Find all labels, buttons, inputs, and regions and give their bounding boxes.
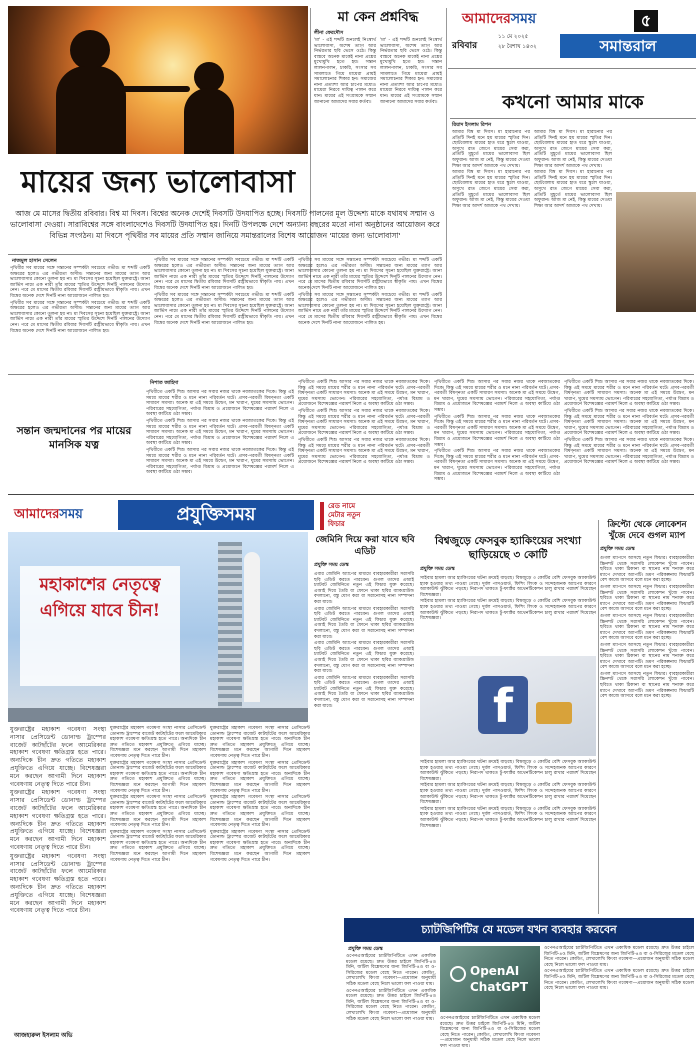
page-number: ৫ bbox=[634, 10, 658, 32]
openai-label: OpenAI bbox=[470, 964, 520, 978]
chatgpt-body-col2: ওপেনএআইয়ের চ্যাটজিপিটিতে এখন একাধিক মডেল রয়েছে। দ্রুত উত্তর চাইলে জিপিটি-৪ও মিনি, জটিল বিশ্লেষণের জন্য জিপিটি-৪ও বা ও-সিরিজের মডেল বেছে নিতে পারেন। কোডিং, লেখালেখি কিংবা গবেষণা—প্রয়োজন অনুযায়ী সঠিক মডেল বেছে নিলে ভালো ফল পাওয়া যায়। bbox=[440, 1016, 540, 1049]
article-body: 'মা' - এই শব্দটি শুনলেই নিঃস্বার্থ ভালোবাসা, অশেষ ত্যাগ আর নির্ভরতার ছবি ভেসে ওঠে। কিন্তু বাস্তবে অনেক মাকেই নানা প্রশ্নের মুখোমুখি হতে হয়। সন্তান লালনপালন, চাকরি, সংসার সব সামলাতে গিয়ে মায়েরা প্রায়ই সমালোচনার শিকার হন। সমাজের নানা প্রত্যাশা আর চাপের মধ্যেও মায়েরা নিরবে দায়িত্ব পালন করে যান। মায়ের এই সংগ্রামকে সম্মান জানানো আমাদের সবার কর্তব্য। bbox=[314, 38, 376, 105]
openai-logo-icon bbox=[450, 966, 466, 982]
tech-logo-amader: আমাদের bbox=[14, 507, 60, 522]
fb-headline: বিশ্বজুড়ে ফেসবুক হ্যাকিংয়ের সংখ্যা ছাড়িয়েছে ৩ কোটি bbox=[434, 535, 582, 561]
mother-silhouette bbox=[70, 30, 110, 70]
column-rule bbox=[598, 520, 599, 914]
promo-box[interactable] bbox=[320, 502, 426, 530]
tech-logo bbox=[14, 506, 83, 524]
logo-somoy: সময় bbox=[510, 11, 537, 27]
rocket-body-col3: যুক্তরাষ্ট্রের মহাকাশ গবেষণা সংস্থা নাসার প্রেসিডেন্ট ডোনাল্ড ট্রাম্পের বাজেট কাটছাঁটের ফলে আমেরিকার মহাকাশ গবেষণা ক্ষতিগ্রস্ত হতে পারে। অন্যদিকে চীন দ্রুত গতিতে মহাকাশ প্রযুক্তিতে এগিয়ে যাচ্ছে। বিশেষজ্ঞরা মনে করছেন আগামী দিনে মহাকাশ গবেষণায় নেতৃত্ব দিতে পারে চীন। যুক্তরাষ্ট্রের মহাকাশ গবেষণা সংস্থা নাসার প্রেসিডেন্ট ডোনাল্ড ট্রাম্পের বাজেট কাটছাঁটের ফলে আমেরিকার মহাকাশ গবেষণা ক্ষতিগ্রস্ত হতে পারে। অন্যদিকে চীন দ্রুত গতিতে মহাকাশ প্রযুক্তিতে এগিয়ে যাচ্ছে। বিশেষজ্ঞরা মনে করছেন আগামী দিনে মহাকাশ গবেষণায় নেতৃত্ব দিতে পারে চীন। যুক্তরাষ্ট্রের মহাকাশ গবেষণা সংস্থা নাসার প্রেসিডেন্ট ডোনাল্ড ট্রাম্পের বাজেট কাটছাঁটের ফলে আমেরিকার মহাকাশ গবেষণা ক্ষতিগ্রস্ত হতে পারে। অন্যদিকে চীন দ্রুত গতিতে মহাকাশ প্রযুক্তিতে এগিয়ে যাচ্ছে। বিশেষজ্ঞরা মনে করছেন আগামী দিনে মহাকাশ গবেষণায় নেতৃত্ব দিতে পারে চীন। যুক্তরাষ্ট্রের মহাকাশ গবেষণা সংস্থা নাসার প্রেসিডেন্ট ডোনাল্ড ট্রাম্পের বাজেট কাটছাঁটের ফলে আমেরিকার মহাকাশ গবেষণা ক্ষতিগ্রস্ত হতে পারে। অন্যদিকে চীন দ্রুত গতিতে মহাকাশ প্রযুক্তিতে এগিয়ে যাচ্ছে। বিশেষজ্ঞরা মনে করছেন আগামী দিনে মহাকাশ গবেষণায় নেতৃত্ব দিতে পারে চীন। bbox=[210, 726, 310, 863]
facebook-photo bbox=[420, 656, 596, 756]
maps-article bbox=[600, 520, 694, 914]
child-care-headline: সন্তান জন্মদানের পর মায়ের মানসিক যত্ন bbox=[16, 425, 132, 451]
main-intro: আজ মে মাসের দ্বিতীয় রবিবার। বিশ্ব মা দিবস। বিশ্বের অনেক দেশেই দিবসটি উদযাপিত হচ্ছে। দিবসটি পালনের মূল উদ্দেশ্য মাকে যথাযথ সম্মান ও ভালোবাসা দেওয়া। সারাবিশ্বের সঙ্গে বাংলাদেশেও দিবসটি উদযাপিত হয়। দিনটি উপলক্ষে দেশে অন্যান্য বছরের মতো নানা অনুষ্ঠানের আয়োজন করে বিভিন্ন সংগঠন। মা দিবসে পৃথিবীর সব মায়ের প্রতি সম্মান জানিয়ে সমান্তরালের বিশেষ আয়োজন 'মায়ের জন্য ভালোবাসা' bbox=[10, 209, 440, 240]
headline-rule bbox=[450, 118, 696, 119]
facebook-logo-icon: f bbox=[478, 676, 528, 734]
main-byline: নাজমুল হাসান সেলেন bbox=[12, 258, 57, 264]
chatgpt-band: চ্যাটজিপিটির যে মডেল যখন ব্যবহার করবেন bbox=[344, 918, 694, 942]
elder-mother-photo bbox=[616, 192, 696, 312]
section-rule bbox=[8, 374, 694, 375]
chatgpt-label: ChatGPT bbox=[470, 980, 529, 994]
rocket-headline-box bbox=[20, 566, 180, 686]
hero-photo bbox=[8, 6, 308, 154]
logo bbox=[462, 10, 622, 28]
facebook-article bbox=[420, 534, 596, 914]
chatgpt-body-col3: ওপেনএআইয়ের চ্যাটজিপিটিতে এখন একাধিক মডেল রয়েছে। দ্রুত উত্তর চাইলে জিপিটি-৪ও মিনি, জটিল বিশ্লেষণের জন্য জিপিটি-৪ও বা ও-সিরিজের মডেল বেছে নিতে পারেন। কোডিং, লেখালেখি কিংবা গবেষণা—প্রয়োজন অনুযায়ী সঠিক মডেল বেছে নিলে ভালো ফল পাওয়া যায়। ওপেনএআইয়ের চ্যাটজিপিটিতে এখন একাধিক মডেল রয়েছে। দ্রুত উত্তর চাইলে জিপিটি-৪ও মিনি, জটিল বিশ্লেষণের জন্য জিপিটি-৪ও বা ও-সিরিজের মডেল বেছে নিতে পারেন। কোডিং, লেখালেখি কিংবা গবেষণা—প্রয়োজন অনুযায়ী সঠিক মডেল বেছে নিলে ভালো ফল পাওয়া যায়। bbox=[544, 946, 694, 992]
maps-byline: প্রযুক্তি সময় ডেস্ক bbox=[600, 546, 635, 552]
main-headline: মায়ের জন্য ভালোবাসা bbox=[21, 165, 295, 200]
lock-icon bbox=[536, 702, 572, 724]
maps-headline: ক্রিপ্টো থেকে লোকেশন খুঁজে দেবে গুগল ম্যাপ bbox=[607, 520, 687, 541]
rocket-byline: আজহারুল ইসলাম অভি bbox=[14, 1032, 73, 1039]
intro-rule bbox=[8, 254, 442, 255]
gemini-body: এবার জেমিনি অ্যাপের মাধ্যমে ব্যবহারকারীরা সরাসরি ছবি এডিট করতে পারবেন। গুগল তাদের এআই চ্যাটবট জেমিনিতে নতুন এই ফিচার যুক্ত করেছে। এআই দিয়ে তৈরি বা ফোনে থাকা ছবির ব্যাকগ্রাউন্ড বদলানো, বস্তু যোগ করা বা সরানোসহ নানা সম্পাদনা করা যাবে। এবার জেমিনি অ্যাপের মাধ্যমে ব্যবহারকারীরা সরাসরি ছবি এডিট করতে পারবেন। গুগল তাদের এআই চ্যাটবট জেমিনিতে নতুন এই ফিচার যুক্ত করেছে। এআই দিয়ে তৈরি বা ফোনে থাকা ছবির ব্যাকগ্রাউন্ড বদলানো, বস্তু যোগ করা বা সরানোসহ নানা সম্পাদনা করা যাবে। এবার জেমিনি অ্যাপের মাধ্যমে ব্যবহারকারীরা সরাসরি ছবি এডিট করতে পারবেন। গুগল তাদের এআই চ্যাটবট জেমিনিতে নতুন এই ফিচার যুক্ত করেছে। এআই দিয়ে তৈরি বা ফোনে থাকা ছবির ব্যাকগ্রাউন্ড বদলানো, বস্তু যোগ করা বা সরানোসহ নানা সম্পাদনা করা যাবে। এবার জেমিনি অ্যাপের মাধ্যমে ব্যবহারকারীরা সরাসরি ছবি এডিট করতে পারবেন। গুগল তাদের এআই চ্যাটবট জেমিনিতে নতুন এই ফিচার যুক্ত করেছে। এআই দিয়ে তৈরি বা ফোনে থাকা ছবির ব্যাকগ্রাউন্ড বদলানো, বস্তু যোগ করা বা সরানোসহ নানা সম্পাদনা করা যাবে। bbox=[314, 572, 414, 709]
article-byline: লীনা ফেরদৌস bbox=[314, 30, 344, 36]
tech-title-band bbox=[118, 500, 314, 530]
main-body-col3: পৃথিবীর সব মায়ের সঙ্গে সন্তানের সম্পর্কটা সবচেয়ে গভীর। মা শব্দটি একটি অক্ষরের হলেও এর গভীরতা অসীম। সন্তানের জন্য মায়ের ত্যাগ আর ভালোবাসার কোনো তুলনা হয় না। মা দিবসের সূচনা হয়েছিল যুক্তরাষ্ট্রে। আনা জার্ভিস নামে এক নারী তাঁর মায়ের স্মৃতির উদ্দেশে দিনটি পালনের উদ্যোগ নেন। পরে মে মাসের দ্বিতীয় রবিবার দিবসটি রাষ্ট্রীয়ভাবে স্বীকৃতি পায়। এখন বিশ্বের অনেক দেশে দিনটি নানা আয়োজনে পালিত হয়। পৃথিবীর সব মায়ের সঙ্গে সন্তানের সম্পর্কটা সবচেয়ে গভীর। মা শব্দটি একটি অক্ষরের হলেও এর গভীরতা অসীম। সন্তানের জন্য মায়ের ত্যাগ আর ভালোবাসার কোনো তুলনা হয় না। মা দিবসের সূচনা হয়েছিল যুক্তরাষ্ট্রে। আনা জার্ভিস নামে এক নারী তাঁর মায়ের স্মৃতির উদ্দেশে দিনটি পালনের উদ্যোগ নেন। পরে মে মাসের দ্বিতীয় রবিবার দিবসটি রাষ্ট্রীয়ভাবে স্বীকৃতি পায়। এখন বিশ্বের অনেক দেশে দিনটি নানা আয়োজনে পালিত হয়। bbox=[298, 258, 442, 326]
date-bn: ২৮ বৈশাখ ১৪৩২ bbox=[498, 44, 537, 50]
gemini-byline: প্রযুক্তি সময় ডেস্ক bbox=[314, 562, 349, 568]
rocket-headline: মহাকাশের নেতৃত্বে এগিয়ে যাবে চীন! bbox=[39, 575, 161, 621]
masthead bbox=[448, 8, 696, 66]
openai-image bbox=[440, 946, 540, 1012]
gemini-headline: জেমিনি দিয়ে করা যাবে ছবি এডিট bbox=[315, 535, 415, 557]
child-care-body-col4: পৃথিবীতে একটি শিশু আসার পর সবার নজর থাকে নবজাতকের দিকে। কিন্তু এই সময়ে মায়ের শরীর ও মনে নানা পরিবর্তন ঘটে। প্রসব-পরবর্তী বিষণ্নতা একটি সাধারণ সমস্যা। অনেক মা এই সময়ে উদ্বেগ, মন খারাপ, ঘুমের সমস্যায় ভোগেন। পরিবারের সহযোগিতা, পর্যাপ্ত বিশ্রাম ও প্রয়োজনে বিশেষজ্ঞের পরামর্শ নিলে এ অবস্থা কাটিয়ে ওঠা সম্ভব। পৃথিবীতে একটি শিশু আসার পর সবার নজর থাকে নবজাতকের দিকে। কিন্তু এই সময়ে মায়ের শরীর ও মনে নানা পরিবর্তন ঘটে। প্রসব-পরবর্তী বিষণ্নতা একটি সাধারণ সমস্যা। অনেক মা এই সময়ে উদ্বেগ, মন খারাপ, ঘুমের সমস্যায় ভোগেন। পরিবারের সহযোগিতা, পর্যাপ্ত বিশ্রাম ও প্রয়োজনে বিশেষজ্ঞের পরামর্শ নিলে এ অবস্থা কাটিয়ে ওঠা সম্ভব। পৃথিবীতে একটি শিশু আসার পর সবার নজর থাকে নবজাতকের দিকে। কিন্তু এই সময়ে মায়ের শরীর ও মনে নানা পরিবর্তন ঘটে। প্রসব-পরবর্তী বিষণ্নতা একটি সাধারণ সমস্যা। অনেক মা এই সময়ে উদ্বেগ, মন খারাপ, ঘুমের সমস্যায় ভোগেন। পরিবারের সহযোগিতা, পর্যাপ্ত বিশ্রাম ও প্রয়োজনে বিশেষজ্ঞের পরামর্শ নিলে এ অবস্থা কাটিয়ে ওঠা সম্ভব। bbox=[564, 380, 694, 466]
tech-header bbox=[8, 498, 428, 532]
section-title: সমান্তরাল bbox=[560, 34, 696, 58]
child-care-byline: নিশাত জাহিদা bbox=[150, 380, 179, 386]
article-byline: রিয়াদ ইসলাম রিপন bbox=[452, 122, 492, 128]
child-care-body-col3: পৃথিবীতে একটি শিশু আসার পর সবার নজর থাকে নবজাতকের দিকে। কিন্তু এই সময়ে মায়ের শরীর ও মনে নানা পরিবর্তন ঘটে। প্রসব-পরবর্তী বিষণ্নতা একটি সাধারণ সমস্যা। অনেক মা এই সময়ে উদ্বেগ, মন খারাপ, ঘুমের সমস্যায় ভোগেন। পরিবারের সহযোগিতা, পর্যাপ্ত বিশ্রাম ও প্রয়োজনে বিশেষজ্ঞের পরামর্শ নিলে এ অবস্থা কাটিয়ে ওঠা সম্ভব। পৃথিবীতে একটি শিশু আসার পর সবার নজর থাকে নবজাতকের দিকে। কিন্তু এই সময়ে মায়ের শরীর ও মনে নানা পরিবর্তন ঘটে। প্রসব-পরবর্তী বিষণ্নতা একটি সাধারণ সমস্যা। অনেক মা এই সময়ে উদ্বেগ, মন খারাপ, ঘুমের সমস্যায় ভোগেন। পরিবারের সহযোগিতা, পর্যাপ্ত বিশ্রাম ও প্রয়োজনে বিশেষজ্ঞের পরামর্শ নিলে এ অবস্থা কাটিয়ে ওঠা সম্ভব। পৃথিবীতে একটি শিশু আসার পর সবার নজর থাকে নবজাতকের দিকে। কিন্তু এই সময়ে মায়ের শরীর ও মনে নানা পরিবর্তন ঘটে। প্রসব-পরবর্তী বিষণ্নতা একটি সাধারণ সমস্যা। অনেক মা এই সময়ে উদ্বেগ, মন খারাপ, ঘুমের সমস্যায় ভোগেন। পরিবারের সহযোগিতা, পর্যাপ্ত বিশ্রাম ও প্রয়োজনে বিশেষজ্ঞের পরামর্শ নিলে এ অবস্থা কাটিয়ে ওঠা সম্ভব। bbox=[434, 380, 560, 483]
day: রবিবার bbox=[452, 41, 478, 51]
article-headline: মা কেন প্রশ্নবিদ্ধ bbox=[337, 10, 419, 25]
chatgpt-byline: প্রযুক্তি সময় ডেস্ক bbox=[348, 946, 383, 952]
chatgpt-body: ওপেনএআইয়ের চ্যাটজিপিটিতে এখন একাধিক মডেল রয়েছে। দ্রুত উত্তর চাইলে জিপিটি-৪ও মিনি, জটিল বিশ্লেষণের জন্য জিপিটি-৪ও বা ও-সিরিজের মডেল বেছে নিতে পারেন। কোডিং, লেখালেখি কিংবা গবেষণা—প্রয়োজন অনুযায়ী সঠিক মডেল বেছে নিলে ভালো ফল পাওয়া যায়। ওপেনএআইয়ের চ্যাটজিপিটিতে এখন একাধিক মডেল রয়েছে। দ্রুত উত্তর চাইলে জিপিটি-৪ও মিনি, জটিল বিশ্লেষণের জন্য জিপিটি-৪ও বা ও-সিরিজের মডেল বেছে নিতে পারেন। কোডিং, লেখালেখি কিংবা গবেষণা—প্রয়োজন অনুযায়ী সঠিক মডেল বেছে নিলে ভালো ফল পাওয়া যায়। bbox=[346, 954, 436, 1022]
date-en: ১১ মে ২০২৫ bbox=[498, 34, 529, 40]
article-body-col2: 'মা' - এই শব্দটি শুনলেই নিঃস্বার্থ ভালোবাসা, অশেষ ত্যাগ আর নির্ভরতার ছবি ভেসে ওঠে। কিন্তু বাস্তবে অনেক মাকেই নানা প্রশ্নের মুখোমুখি হতে হয়। সন্তান লালনপালন, চাকরি, সংসার সব সামলাতে গিয়ে মায়েরা প্রায়ই সমালোচনার শিকার হন। সমাজের নানা প্রত্যাশা আর চাপের মধ্যেও মায়েরা নিরবে দায়িত্ব পালন করে যান। মায়ের এই সংগ্রামকে সম্মান জানানো আমাদের সবার কর্তব্য। bbox=[380, 38, 442, 105]
main-body-col2: পৃথিবীর সব মায়ের সঙ্গে সন্তানের সম্পর্কটা সবচেয়ে গভীর। মা শব্দটি একটি অক্ষরের হলেও এর গভীরতা অসীম। সন্তানের জন্য মায়ের ত্যাগ আর ভালোবাসার কোনো তুলনা হয় না। মা দিবসের সূচনা হয়েছিল যুক্তরাষ্ট্রে। আনা জার্ভিস নামে এক নারী তাঁর মায়ের স্মৃতির উদ্দেশে দিনটি পালনের উদ্যোগ নেন। পরে মে মাসের দ্বিতীয় রবিবার দিবসটি রাষ্ট্রীয়ভাবে স্বীকৃতি পায়। এখন বিশ্বের অনেক দেশে দিনটি নানা আয়োজনে পালিত হয়। পৃথিবীর সব মায়ের সঙ্গে সন্তানের সম্পর্কটা সবচেয়ে গভীর। মা শব্দটি একটি অক্ষরের হলেও এর গভীরতা অসীম। সন্তানের জন্য মায়ের ত্যাগ আর ভালোবাসার কোনো তুলনা হয় না। মা দিবসের সূচনা হয়েছিল যুক্তরাষ্ট্রে। আনা জার্ভিস নামে এক নারী তাঁর মায়ের স্মৃতির উদ্দেশে দিনটি পালনের উদ্যোগ নেন। পরে মে মাসের দ্বিতীয় রবিবার দিবসটি রাষ্ট্রীয়ভাবে স্বীকৃতি পায়। এখন বিশ্বের অনেক দেশে দিনটি নানা আয়োজনে পালিত হয়। bbox=[154, 258, 294, 326]
ground bbox=[8, 708, 308, 722]
main-body: পৃথিবীর সব মায়ের সঙ্গে সন্তানের সম্পর্কটা সবচেয়ে গভীর। মা শব্দটি একটি অক্ষরের হলেও এর গভীরতা অসীম। সন্তানের জন্য মায়ের ত্যাগ আর ভালোবাসার কোনো তুলনা হয় না। মা দিবসের সূচনা হয়েছিল যুক্তরাষ্ট্রে। আনা জার্ভিস নামে এক নারী তাঁর মায়ের স্মৃতির উদ্দেশে দিনটি পালনের উদ্যোগ নেন। পরে মে মাসের দ্বিতীয় রবিবার দিবসটি রাষ্ট্রীয়ভাবে স্বীকৃতি পায়। এখন বিশ্বের অনেক দেশে দিনটি নানা আয়োজনে পালিত হয়। পৃথিবীর সব মায়ের সঙ্গে সন্তানের সম্পর্কটা সবচেয়ে গভীর। মা শব্দটি একটি অক্ষরের হলেও এর গভীরতা অসীম। সন্তানের জন্য মায়ের ত্যাগ আর ভালোবাসার কোনো তুলনা হয় না। মা দিবসের সূচনা হয়েছিল যুক্তরাষ্ট্রে। আনা জার্ভিস নামে এক নারী তাঁর মায়ের স্মৃতির উদ্দেশে দিনটি পালনের উদ্যোগ নেন। পরে মে মাসের দ্বিতীয় রবিবার দিবসটি রাষ্ট্রীয়ভাবে স্বীকৃতি পায়। এখন বিশ্বের অনেক দেশে দিনটি নানা আয়োজনে পালিত হয়। bbox=[10, 266, 150, 334]
child-care-body: পৃথিবীতে একটি শিশু আসার পর সবার নজর থাকে নবজাতকের দিকে। কিন্তু এই সময়ে মায়ের শরীর ও মনে নানা পরিবর্তন ঘটে। প্রসব-পরবর্তী বিষণ্নতা একটি সাধারণ সমস্যা। অনেক মা এই সময়ে উদ্বেগ, মন খারাপ, ঘুমের সমস্যায় ভোগেন। পরিবারের সহযোগিতা, পর্যাপ্ত বিশ্রাম ও প্রয়োজনে বিশেষজ্ঞের পরামর্শ নিলে এ অবস্থা কাটিয়ে ওঠা সম্ভব। পৃথিবীতে একটি শিশু আসার পর সবার নজর থাকে নবজাতকের দিকে। কিন্তু এই সময়ে মায়ের শরীর ও মনে নানা পরিবর্তন ঘটে। প্রসব-পরবর্তী বিষণ্নতা একটি সাধারণ সমস্যা। অনেক মা এই সময়ে উদ্বেগ, মন খারাপ, ঘুমের সমস্যায় ভোগেন। পরিবারের সহযোগিতা, পর্যাপ্ত বিশ্রাম ও প্রয়োজনে বিশেষজ্ঞের পরামর্শ নিলে এ অবস্থা কাটিয়ে ওঠা সম্ভব। পৃথিবীতে একটি শিশু আসার পর সবার নজর থাকে নবজাতকের দিকে। কিন্তু এই সময়ে মায়ের শরীর ও মনে নানা পরিবর্তন ঘটে। প্রসব-পরবর্তী বিষণ্নতা একটি সাধারণ সমস্যা। অনেক মা এই সময়ে উদ্বেগ, মন খারাপ, ঘুমের সমস্যায় ভোগেন। পরিবারের সহযোগিতা, পর্যাপ্ত বিশ্রাম ও প্রয়োজনে বিশেষজ্ঞের পরামর্শ নিলে এ অবস্থা কাটিয়ে ওঠা সম্ভব। bbox=[146, 390, 294, 476]
rocket-body-col2: যুক্তরাষ্ট্রের মহাকাশ গবেষণা সংস্থা নাসার প্রেসিডেন্ট ডোনাল্ড ট্রাম্পের বাজেট কাটছাঁটের ফলে আমেরিকার মহাকাশ গবেষণা ক্ষতিগ্রস্ত হতে পারে। অন্যদিকে চীন দ্রুত গতিতে মহাকাশ প্রযুক্তিতে এগিয়ে যাচ্ছে। বিশেষজ্ঞরা মনে করছেন আগামী দিনে মহাকাশ গবেষণায় নেতৃত্ব দিতে পারে চীন। যুক্তরাষ্ট্রের মহাকাশ গবেষণা সংস্থা নাসার প্রেসিডেন্ট ডোনাল্ড ট্রাম্পের বাজেট কাটছাঁটের ফলে আমেরিকার মহাকাশ গবেষণা ক্ষতিগ্রস্ত হতে পারে। অন্যদিকে চীন দ্রুত গতিতে মহাকাশ প্রযুক্তিতে এগিয়ে যাচ্ছে। বিশেষজ্ঞরা মনে করছেন আগামী দিনে মহাকাশ গবেষণায় নেতৃত্ব দিতে পারে চীন। যুক্তরাষ্ট্রের মহাকাশ গবেষণা সংস্থা নাসার প্রেসিডেন্ট ডোনাল্ড ট্রাম্পের বাজেট কাটছাঁটের ফলে আমেরিকার মহাকাশ গবেষণা ক্ষতিগ্রস্ত হতে পারে। অন্যদিকে চীন দ্রুত গতিতে মহাকাশ প্রযুক্তিতে এগিয়ে যাচ্ছে। বিশেষজ্ঞরা মনে করছেন আগামী দিনে মহাকাশ গবেষণায় নেতৃত্ব দিতে পারে চীন। যুক্তরাষ্ট্রের মহাকাশ গবেষণা সংস্থা নাসার প্রেসিডেন্ট ডোনাল্ড ট্রাম্পের বাজেট কাটছাঁটের ফলে আমেরিকার মহাকাশ গবেষণা ক্ষতিগ্রস্ত হতে পারে। অন্যদিকে চীন দ্রুত গতিতে মহাকাশ প্রযুক্তিতে এগিয়ে যাচ্ছে। বিশেষজ্ঞরা মনে করছেন আগামী দিনে মহাকাশ গবেষণায় নেতৃত্ব দিতে পারে চীন। bbox=[110, 726, 206, 863]
gemini-article bbox=[314, 534, 416, 914]
article-headline: কখনো আমার মাকে bbox=[502, 92, 644, 113]
article-body: আমার বিশ্ব মা দিবস। মা হারানোর পর প্রতিটি দিনই মনে হয় মায়ের স্মৃতির দিন। ছোটবেলায় মায়ের হাত ধরে স্কুলে যাওয়া, অসুখে রাত জেগে মায়ের সেবা করা, প্রতিটি মুহূর্তে মায়ের ভালোবাসা ছিল অফুরান। আজ মা নেই, কিন্তু মায়ের দেওয়া শিক্ষা আর আদর্শ আমাকে পথ দেখায়। আমার বিশ্ব মা দিবস। মা হারানোর পর প্রতিটি দিনই মনে হয় মায়ের স্মৃতির দিন। ছোটবেলায় মায়ের হাত ধরে স্কুলে যাওয়া, অসুখে রাত জেগে মায়ের সেবা করা, প্রতিটি মুহূর্তে মায়ের ভালোবাসা ছিল অফুরান। আজ মা নেই, কিন্তু মায়ের দেওয়া শিক্ষা আর আদর্শ আমাকে পথ দেখায়। bbox=[452, 130, 530, 209]
promo-text: রেড নামে মেটার নতুন ফিচার bbox=[328, 502, 361, 528]
article-body-col2: আমার বিশ্ব মা দিবস। মা হারানোর পর প্রতিটি দিনই মনে হয় মায়ের স্মৃতির দিন। ছোটবেলায় মায়ের হাত ধরে স্কুলে যাওয়া, অসুখে রাত জেগে মায়ের সেবা করা, প্রতিটি মুহূর্তে মায়ের ভালোবাসা ছিল অফুরান। আজ মা নেই, কিন্তু মায়ের দেওয়া শিক্ষা আর আদর্শ আমাকে পথ দেখায়। আমার বিশ্ব মা দিবস। মা হারানোর পর প্রতিটি দিনই মনে হয় মায়ের স্মৃতির দিন। ছোটবেলায় মায়ের হাত ধরে স্কুলে যাওয়া, অসুখে রাত জেগে মায়ের সেবা করা, প্রতিটি মুহূর্তে মায়ের ভালোবাসা ছিল অফুরান। আজ মা নেই, কিন্তু মায়ের দেওয়া শিক্ষা আর আদর্শ আমাকে পথ দেখায়। bbox=[534, 130, 612, 209]
launch-tower bbox=[218, 542, 242, 712]
child-body bbox=[184, 88, 234, 154]
logo-amader: আমাদের bbox=[462, 11, 511, 27]
rocket-body bbox=[244, 552, 260, 702]
tech-title: প্রযুক্তিসময় bbox=[176, 504, 256, 525]
never-mother-article bbox=[450, 92, 696, 308]
why-question-article bbox=[312, 8, 444, 156]
page-fold-rule bbox=[8, 494, 694, 495]
fb-byline: প্রযুক্তি সময় ডেস্ক bbox=[420, 566, 455, 572]
fb-body: সাইবার হামলা আর হ্যাকিংয়ের ঘটনা ক্রমেই বাড়ছে। বিশ্বজুড়ে ৩ কোটির বেশি ফেসবুক অ্যাকাউন্ট হ্যাক হওয়ার তথ্য পাওয়া গেছে। দুর্বল পাসওয়ার্ড, ফিশিং লিংক ও সন্দেহজনক অ্যাপের কারণে অ্যাকাউন্ট ঝুঁকিতে পড়ছে। নিরাপদ থাকতে টু-ফ্যাক্টর অথেনটিকেশন চালু রাখার পরামর্শ দিয়েছেন বিশেষজ্ঞরা। সাইবার হামলা আর হ্যাকিংয়ের ঘটনা ক্রমেই বাড়ছে। বিশ্বজুড়ে ৩ কোটির বেশি ফেসবুক অ্যাকাউন্ট হ্যাক হওয়ার তথ্য পাওয়া গেছে। দুর্বল পাসওয়ার্ড, ফিশিং লিংক ও সন্দেহজনক অ্যাপের কারণে অ্যাকাউন্ট ঝুঁকিতে পড়ছে। নিরাপদ থাকতে টু-ফ্যাক্টর অথেনটিকেশন চালু রাখার পরামর্শ দিয়েছেন বিশেষজ্ঞরা। bbox=[420, 576, 596, 622]
hands bbox=[120, 86, 190, 92]
child-care-body-col2: পৃথিবীতে একটি শিশু আসার পর সবার নজর থাকে নবজাতকের দিকে। কিন্তু এই সময়ে মায়ের শরীর ও মনে নানা পরিবর্তন ঘটে। প্রসব-পরবর্তী বিষণ্নতা একটি সাধারণ সমস্যা। অনেক মা এই সময়ে উদ্বেগ, মন খারাপ, ঘুমের সমস্যায় ভোগেন। পরিবারের সহযোগিতা, পর্যাপ্ত বিশ্রাম ও প্রয়োজনে বিশেষজ্ঞের পরামর্শ নিলে এ অবস্থা কাটিয়ে ওঠা সম্ভব। পৃথিবীতে একটি শিশু আসার পর সবার নজর থাকে নবজাতকের দিকে। কিন্তু এই সময়ে মায়ের শরীর ও মনে নানা পরিবর্তন ঘটে। প্রসব-পরবর্তী বিষণ্নতা একটি সাধারণ সমস্যা। অনেক মা এই সময়ে উদ্বেগ, মন খারাপ, ঘুমের সমস্যায় ভোগেন। পরিবারের সহযোগিতা, পর্যাপ্ত বিশ্রাম ও প্রয়োজনে বিশেষজ্ঞের পরামর্শ নিলে এ অবস্থা কাটিয়ে ওঠা সম্ভব। পৃথিবীতে একটি শিশু আসার পর সবার নজর থাকে নবজাতকের দিকে। কিন্তু এই সময়ে মায়ের শরীর ও মনে নানা পরিবর্তন ঘটে। প্রসব-পরবর্তী বিষণ্নতা একটি সাধারণ সমস্যা। অনেক মা এই সময়ে উদ্বেগ, মন খারাপ, ঘুমের সমস্যায় ভোগেন। পরিবারের সহযোগিতা, পর্যাপ্ত বিশ্রাম ও প্রয়োজনে বিশেষজ্ঞের পরামর্শ নিলে এ অবস্থা কাটিয়ে ওঠা সম্ভব। bbox=[298, 380, 430, 466]
tech-logo-somoy: সময় bbox=[59, 507, 83, 522]
column-rule bbox=[446, 8, 447, 308]
rocket-body: যুক্তরাষ্ট্রের মহাকাশ গবেষণা সংস্থা নাসার প্রেসিডেন্ট ডোনাল্ড ট্রাম্পের বাজেট কাটছাঁটের ফলে আমেরিকার মহাকাশ গবেষণা ক্ষতিগ্রস্ত হতে পারে। অন্যদিকে চীন দ্রুত গতিতে মহাকাশ প্রযুক্তিতে এগিয়ে যাচ্ছে। বিশেষজ্ঞরা মনে করছেন আগামী দিনে মহাকাশ গবেষণায় নেতৃত্ব দিতে পারে চীন। যুক্তরাষ্ট্রের মহাকাশ গবেষণা সংস্থা নাসার প্রেসিডেন্ট ডোনাল্ড ট্রাম্পের বাজেট কাটছাঁটের ফলে আমেরিকার মহাকাশ গবেষণা ক্ষতিগ্রস্ত হতে পারে। অন্যদিকে চীন দ্রুত গতিতে মহাকাশ প্রযুক্তিতে এগিয়ে যাচ্ছে। বিশেষজ্ঞরা মনে করছেন আগামী দিনে মহাকাশ গবেষণায় নেতৃত্ব দিতে পারে চীন। যুক্তরাষ্ট্রের মহাকাশ গবেষণা সংস্থা নাসার প্রেসিডেন্ট ডোনাল্ড ট্রাম্পের বাজেট কাটছাঁটের ফলে আমেরিকার মহাকাশ গবেষণা ক্ষতিগ্রস্ত হতে পারে। অন্যদিকে চীন দ্রুত গতিতে মহাকাশ প্রযুক্তিতে এগিয়ে যাচ্ছে। বিশেষজ্ঞরা মনে করছেন আগামী দিনে মহাকাশ গবেষণায় নেতৃত্ব দিতে পারে চীন। bbox=[10, 726, 106, 915]
mother-body bbox=[56, 66, 126, 154]
maps-body: গুগল ম্যাপসে আসছে নতুন ফিচার। ব্যবহারকারীরা স্ক্রিনশট থেকে সরাসরি লোকেশন খুঁজে পাবেন। ছবিতে থাকা ঠিকানা বা স্থানের নাম শনাক্ত করে ম্যাপে দেখাবে অ্যাপটি। ভ্রমণ পরিকল্পনায় ফিচারটি বেশ কাজে আসবে বলে মনে করা হচ্ছে। গুগল ম্যাপসে আসছে নতুন ফিচার। ব্যবহারকারীরা স্ক্রিনশট থেকে সরাসরি লোকেশন খুঁজে পাবেন। ছবিতে থাকা ঠিকানা বা স্থানের নাম শনাক্ত করে ম্যাপে দেখাবে অ্যাপটি। ভ্রমণ পরিকল্পনায় ফিচারটি বেশ কাজে আসবে বলে মনে করা হচ্ছে। গুগল ম্যাপসে আসছে নতুন ফিচার। ব্যবহারকারীরা স্ক্রিনশট থেকে সরাসরি লোকেশন খুঁজে পাবেন। ছবিতে থাকা ঠিকানা বা স্থানের নাম শনাক্ত করে ম্যাপে দেখাবে অ্যাপটি। ভ্রমণ পরিকল্পনায় ফিচারটি বেশ কাজে আসবে বলে মনে করা হচ্ছে। গুগল ম্যাপসে আসছে নতুন ফিচার। ব্যবহারকারীরা স্ক্রিনশট থেকে সরাসরি লোকেশন খুঁজে পাবেন। ছবিতে থাকা ঠিকানা বা স্থানের নাম শনাক্ত করে ম্যাপে দেখাবে অ্যাপটি। ভ্রমণ পরিকল্পনায় ফিচারটি বেশ কাজে আসবে বলে মনে করা হচ্ছে। গুগল ম্যাপসে আসছে নতুন ফিচার। ব্যবহারকারীরা স্ক্রিনশট থেকে সরাসরি লোকেশন খুঁজে পাবেন। ছবিতে থাকা ঠিকানা বা স্থানের নাম শনাক্ত করে ম্যাপে দেখাবে অ্যাপটি। ভ্রমণ পরিকল্পনায় ফিচারটি বেশ কাজে আসবে বলে মনে করা হচ্ছে। bbox=[600, 556, 694, 700]
masthead-divider bbox=[448, 68, 696, 69]
fb-body-2: সাইবার হামলা আর হ্যাকিংয়ের ঘটনা ক্রমেই বাড়ছে। বিশ্বজুড়ে ৩ কোটির বেশি ফেসবুক অ্যাকাউন্ট হ্যাক হওয়ার তথ্য পাওয়া গেছে। দুর্বল পাসওয়ার্ড, ফিশিং লিংক ও সন্দেহজনক অ্যাপের কারণে অ্যাকাউন্ট ঝুঁকিতে পড়ছে। নিরাপদ থাকতে টু-ফ্যাক্টর অথেনটিকেশন চালু রাখার পরামর্শ দিয়েছেন বিশেষজ্ঞরা। সাইবার হামলা আর হ্যাকিংয়ের ঘটনা ক্রমেই বাড়ছে। বিশ্বজুড়ে ৩ কোটির বেশি ফেসবুক অ্যাকাউন্ট হ্যাক হওয়ার তথ্য পাওয়া গেছে। দুর্বল পাসওয়ার্ড, ফিশিং লিংক ও সন্দেহজনক অ্যাপের কারণে অ্যাকাউন্ট ঝুঁকিতে পড়ছে। নিরাপদ থাকতে টু-ফ্যাক্টর অথেনটিকেশন চালু রাখার পরামর্শ দিয়েছেন বিশেষজ্ঞরা। সাইবার হামলা আর হ্যাকিংয়ের ঘটনা ক্রমেই বাড়ছে। বিশ্বজুড়ে ৩ কোটির বেশি ফেসবুক অ্যাকাউন্ট হ্যাক হওয়ার তথ্য পাওয়া গেছে। দুর্বল পাসওয়ার্ড, ফিশিং লিংক ও সন্দেহজনক অ্যাপের কারণে অ্যাকাউন্ট ঝুঁকিতে পড়ছে। নিরাপদ থাকতে টু-ফ্যাক্টর অথেনটিকেশন চালু রাখার পরামর্শ দিয়েছেন বিশেষজ্ঞরা। bbox=[420, 760, 596, 829]
